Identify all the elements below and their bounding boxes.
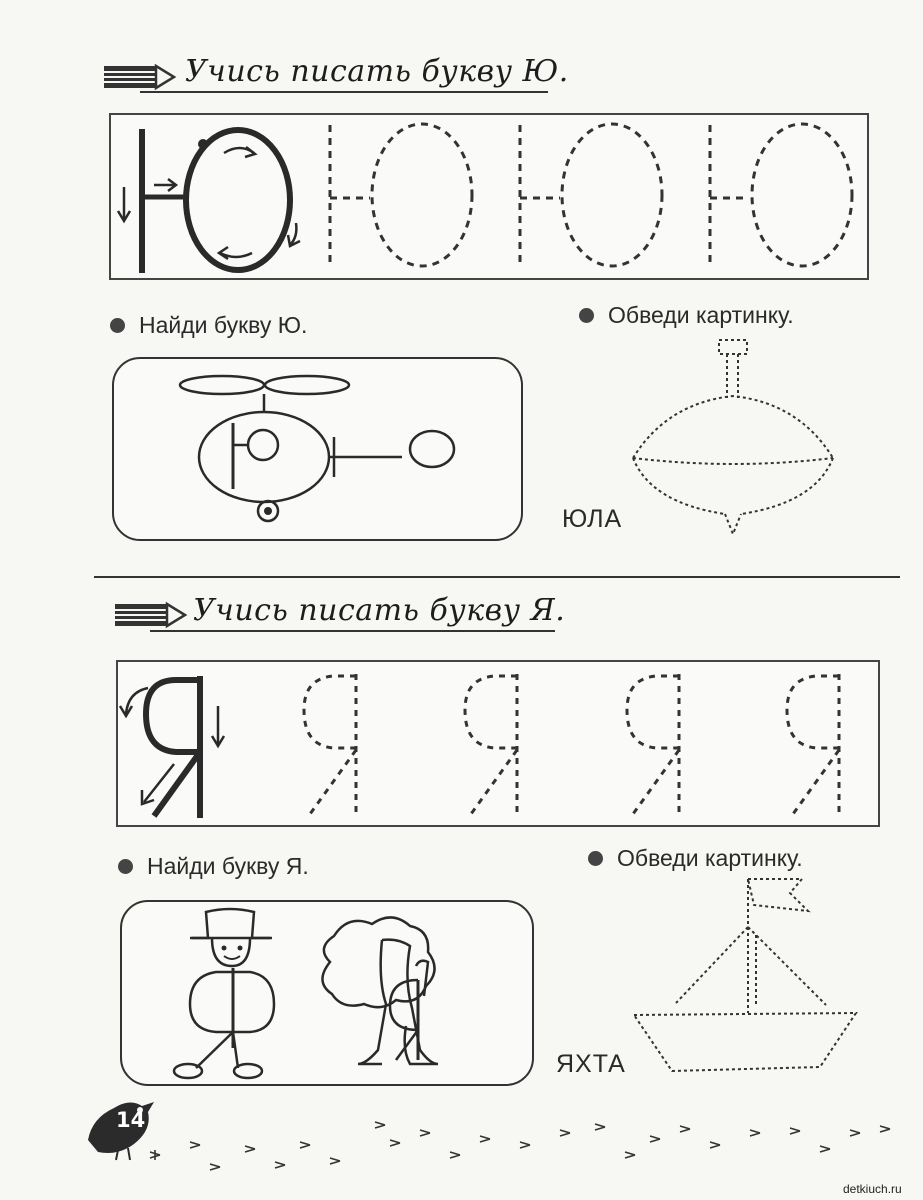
section-divider [94, 576, 900, 578]
trace-picture-label: Обведи картинку. [617, 845, 803, 871]
title-underline [140, 91, 548, 93]
letter-ya-trace-4 [777, 668, 857, 818]
letter-ya-trace-1 [294, 668, 374, 818]
letter-u-trace-2 [508, 113, 668, 273]
letter-ya-trace-3 [617, 668, 697, 818]
letter-ya-trace-2 [455, 668, 535, 818]
pencil-icon [104, 62, 174, 92]
pencil-icon [115, 600, 185, 630]
trace-picture-task [588, 845, 803, 872]
section-title: Учись писать букву Ю. [185, 54, 569, 89]
trace-picture-label: Обведи картинку. [608, 302, 794, 328]
site-watermark: detkiuch.ru [843, 1182, 902, 1196]
spinning-top-drawing [627, 338, 847, 538]
find-letter-label: Найди букву Я. [147, 853, 309, 879]
letter-u-trace-1 [318, 113, 478, 273]
helicopter-drawing [112, 357, 512, 537]
letter-u-sample [112, 113, 312, 283]
find-letter-task [118, 853, 309, 880]
picture-word: ЮЛА [562, 505, 623, 533]
letter-ya-sample [116, 660, 236, 820]
yacht-drawing [630, 875, 870, 1075]
picture-word: ЯХТА [556, 1050, 626, 1078]
find-letter-label: Найди букву Ю. [139, 312, 308, 338]
trace-picture-task [579, 302, 794, 329]
bullet-icon [118, 859, 133, 874]
bullet-icon [110, 318, 125, 333]
man-and-tree-drawing [120, 900, 520, 1080]
letter-u-trace-3 [698, 113, 858, 273]
footprints-decoration [150, 1112, 910, 1172]
find-letter-task [110, 312, 307, 339]
section-title: Учись писать букву Я. [193, 593, 566, 628]
bullet-icon [588, 851, 603, 866]
page-number: 14 [116, 1108, 146, 1132]
title-underline [150, 630, 555, 632]
bullet-icon [579, 308, 594, 323]
